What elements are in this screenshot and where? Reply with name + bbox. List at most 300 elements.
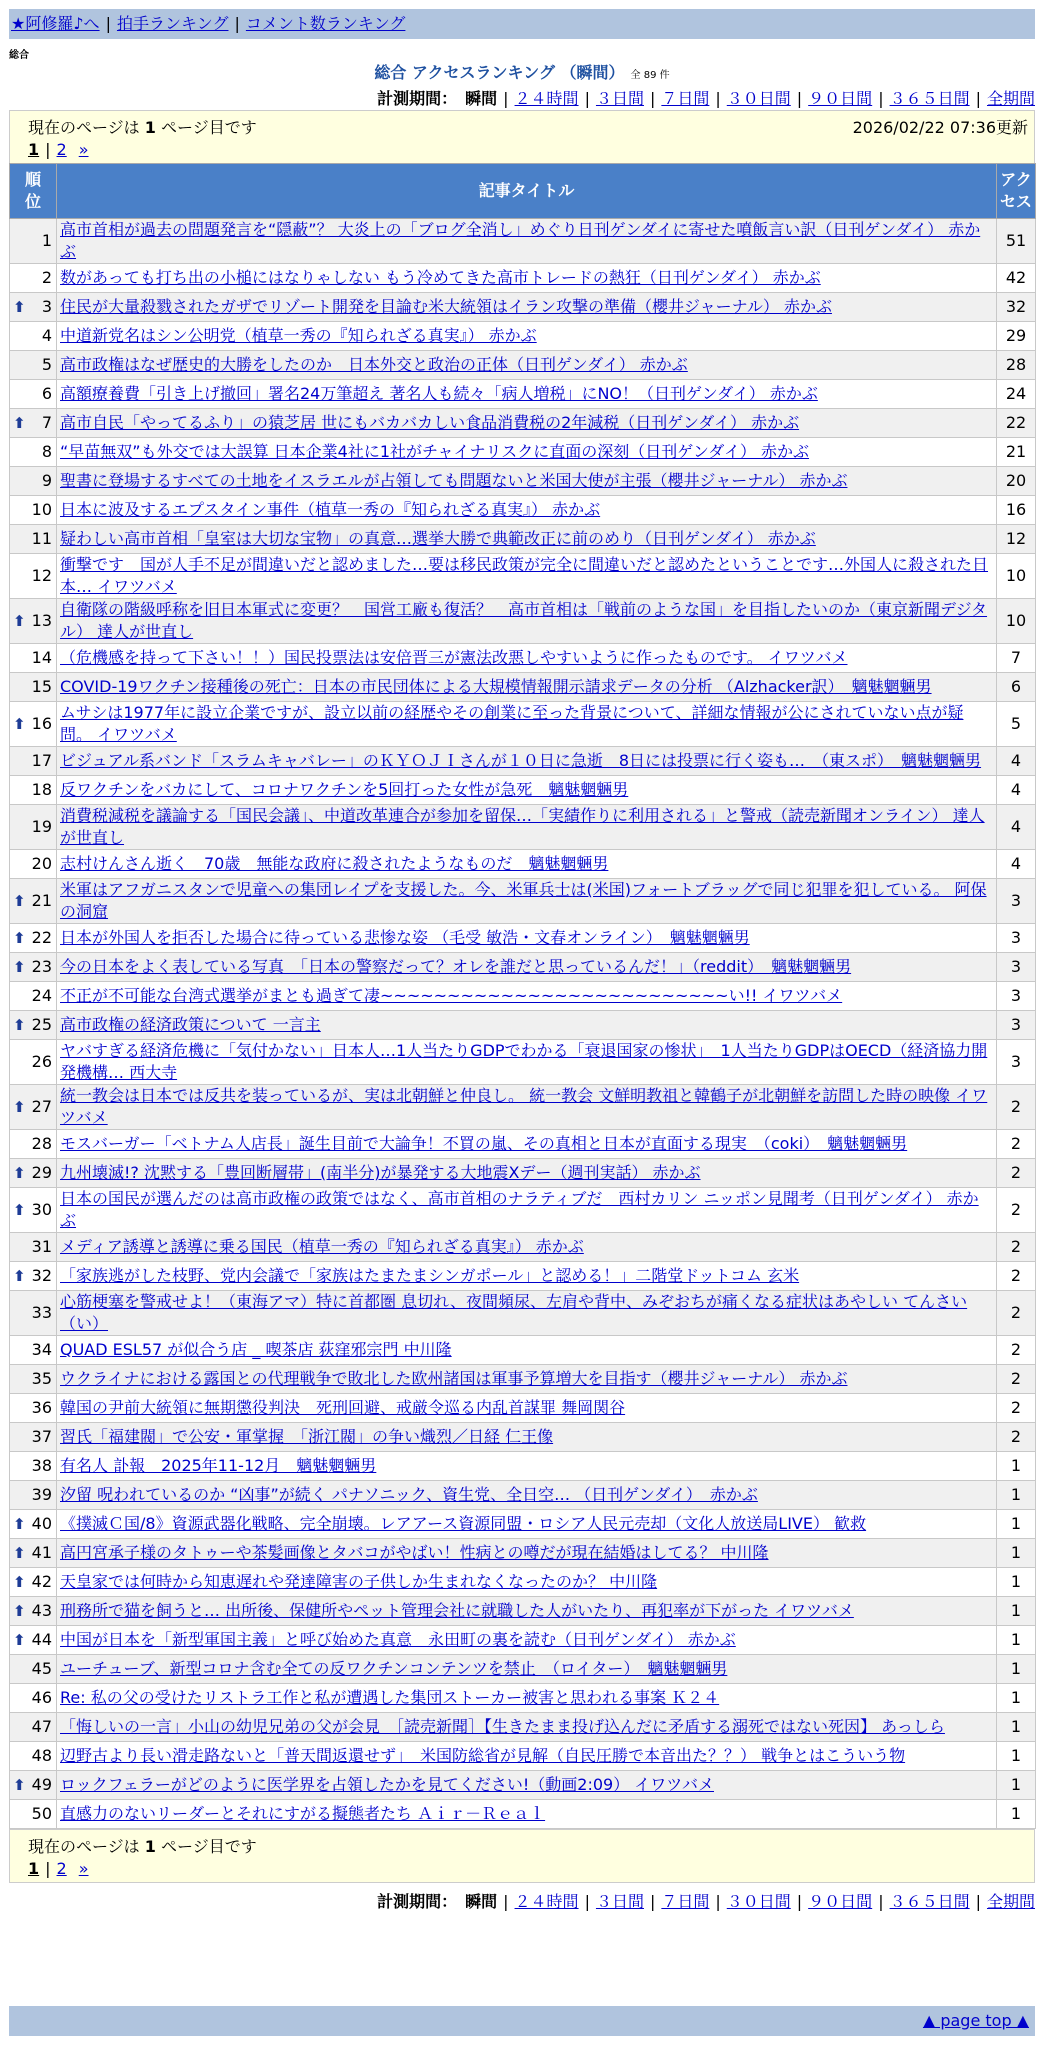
period-link-365d[interactable]: ３６５日間 bbox=[889, 1892, 970, 1911]
up-arrow-icon: ⬆ bbox=[13, 1544, 26, 1562]
rank-number: 44 bbox=[31, 1630, 52, 1649]
rank-number: 34 bbox=[31, 1340, 52, 1359]
rank-number: 11 bbox=[31, 529, 52, 548]
up-arrow-icon: ⬆ bbox=[13, 414, 26, 432]
rank-number: 9 bbox=[41, 471, 52, 490]
title-cell bbox=[57, 1423, 997, 1452]
access-count: 29 bbox=[997, 322, 1036, 351]
access-count: 2 bbox=[997, 1130, 1036, 1159]
title-cell bbox=[57, 1481, 997, 1510]
pagination-top: 1 | 2 » bbox=[28, 140, 89, 159]
access-count: 28 bbox=[997, 351, 1036, 380]
article-link[interactable]: 今の日本をよく表している写真 「日本の警察だって？オレを誰だと思っているんだ！」（reddit） 魑魅魍魎男 bbox=[60, 957, 852, 976]
article-link[interactable]: 統一教会は日本では反共を装っているが、実は北朝鮮と仲良し。 統一教会 文鮮明教祖と韓鶴子が北朝鮮を訪問した時の映像 イワツバメ bbox=[60, 1086, 988, 1127]
article-link[interactable]: 日本に波及するエプスタイン事件（植草一秀の『知られざる真実』） 赤かぶ bbox=[60, 500, 601, 519]
access-count: 4 bbox=[997, 747, 1036, 776]
period-link-365d[interactable]: ３６５日間 bbox=[889, 89, 970, 108]
table-row bbox=[10, 673, 1036, 702]
article-link[interactable]: 高市政権の経済政策について 一言主 bbox=[60, 1015, 321, 1034]
title-cell bbox=[57, 1011, 997, 1040]
rank-cell bbox=[10, 409, 57, 438]
title-cell bbox=[57, 1262, 997, 1291]
rank-number: 43 bbox=[31, 1601, 52, 1620]
category-label: 総合 bbox=[9, 50, 29, 61]
table-row bbox=[10, 1771, 1036, 1800]
top-nav-bar bbox=[9, 9, 1035, 39]
table-row bbox=[10, 380, 1036, 409]
up-arrow-icon: ⬆ bbox=[13, 929, 26, 947]
title-cell bbox=[57, 1713, 997, 1742]
up-arrow-icon: ⬆ bbox=[13, 1631, 26, 1649]
title-cell bbox=[57, 1365, 997, 1394]
article-link[interactable]: 「家族逃がした枝野、党内会議で「家族はたまたまシンガポール」と認める！」二階堂ドットコム 玄米 bbox=[60, 1266, 800, 1285]
title-cell bbox=[57, 219, 997, 264]
table-row bbox=[10, 805, 1036, 850]
page-top-link[interactable]: ▲ page top ▲ bbox=[922, 2011, 1029, 2030]
period-current: 瞬間 bbox=[465, 89, 498, 108]
article-link[interactable]: （危機感を持って下さい！！）国民投票法は安倍晋三が憲法改悪しやすいように作ったものです。 イワツバメ bbox=[60, 648, 848, 667]
table-row bbox=[10, 467, 1036, 496]
title-cell bbox=[57, 264, 997, 293]
access-count: 1 bbox=[997, 1568, 1036, 1597]
table-row bbox=[10, 1568, 1036, 1597]
title-cell bbox=[57, 1539, 997, 1568]
article-link[interactable]: ヤバすぎる経済危機に「気付かない」日本人…1人当たりGDPでわかる「衰退国家の惨状」 1人当たりGDPはOECD（経済協力開発機構… 西大寺 bbox=[60, 1041, 988, 1082]
rank-cell bbox=[10, 747, 57, 776]
rank-cell bbox=[10, 982, 57, 1011]
rank-cell bbox=[10, 879, 57, 924]
rank-cell bbox=[10, 1085, 57, 1130]
access-count: 2 bbox=[997, 1394, 1036, 1423]
table-row bbox=[10, 1159, 1036, 1188]
rank-cell bbox=[10, 1159, 57, 1188]
table-row bbox=[10, 776, 1036, 805]
article-link[interactable]: ユーチューブ、新型コロナ含む全ての反ワクチンコンテンツを禁止 （ロイター） 魑魅魍魎男 bbox=[60, 1659, 728, 1678]
title-cell bbox=[57, 1626, 997, 1655]
article-link[interactable]: QUAD ESL57 が似合う店 _ 喫茶店 荻窪邪宗門 中川隆 bbox=[60, 1340, 452, 1359]
table-row bbox=[10, 1742, 1036, 1771]
rank-cell bbox=[10, 1510, 57, 1539]
article-link[interactable]: 数があっても打ち出の小槌にはなりゃしない もう冷めてきた高市トレードの熱狂（日刊ゲンダイ） 赤かぶ bbox=[60, 268, 821, 287]
up-arrow-icon: ⬆ bbox=[13, 958, 26, 976]
access-count: 2 bbox=[997, 1188, 1036, 1233]
table-row bbox=[10, 351, 1036, 380]
rank-cell bbox=[10, 293, 57, 322]
rank-cell bbox=[10, 1713, 57, 1742]
rank-number: 38 bbox=[31, 1456, 52, 1475]
access-count: 2 bbox=[997, 1262, 1036, 1291]
title-cell bbox=[57, 1291, 997, 1336]
rank-number: 49 bbox=[31, 1775, 52, 1794]
page-link-2[interactable]: 2 bbox=[56, 1859, 67, 1878]
access-count: 10 bbox=[997, 599, 1036, 644]
article-link[interactable]: 志村けんさん逝く 70歳 無能な政府に殺されたようなものだ 魑魅魍魎男 bbox=[60, 854, 609, 873]
rank-number: 35 bbox=[31, 1369, 52, 1388]
table-row bbox=[10, 409, 1036, 438]
col-header-access: アク セス bbox=[997, 164, 1036, 219]
title-cell bbox=[57, 644, 997, 673]
title-cell bbox=[57, 351, 997, 380]
period-selector-bottom: 計測期間： 瞬間 | ２４時間 | ３日間 | ７日間 | ３０日間 | ９０日間 | ３６５日間 | 全期間 bbox=[377, 1892, 1035, 1911]
article-link[interactable]: メディア誘導と誘導に乗る国民（植草一秀の『知られざる真実』） 赤かぶ bbox=[60, 1237, 584, 1256]
rank-number: 8 bbox=[41, 442, 52, 461]
rank-number: 48 bbox=[31, 1746, 52, 1765]
table-row bbox=[10, 1597, 1036, 1626]
up-arrow-icon: ⬆ bbox=[13, 298, 26, 316]
rank-number: 18 bbox=[31, 780, 52, 799]
rank-cell bbox=[10, 644, 57, 673]
article-link[interactable]: ロックフェラーがどのように医学界を占領したかを見てください!（動画2:09） イワツバメ bbox=[60, 1775, 714, 1794]
access-count: 7 bbox=[997, 644, 1036, 673]
article-link[interactable]: 習氏「福建閥」で公安・軍掌握 「浙江閥」の争い熾烈／日経 仁王像 bbox=[60, 1427, 554, 1446]
access-count: 2 bbox=[997, 1336, 1036, 1365]
title-cell bbox=[57, 322, 997, 351]
table-row bbox=[10, 599, 1036, 644]
page-info-bottom bbox=[9, 1829, 1035, 1883]
rank-number: 30 bbox=[31, 1200, 52, 1219]
access-count: 6 bbox=[997, 673, 1036, 702]
article-link[interactable]: モスバーガー「ベトナム人店長」誕生目前で大論争！不買の嵐、その真相と日本が直面する現実 （coki） 魑魅魍魎男 bbox=[60, 1134, 908, 1153]
rank-number: 15 bbox=[31, 677, 52, 696]
title-cell bbox=[57, 1568, 997, 1597]
article-link[interactable]: 韓国の尹前大統領に無期懲役判決 死刑回避、戒厳令巡る内乱首謀罪 舞岡関谷 bbox=[60, 1398, 626, 1417]
page-status: 現在のページは 1 ページ目です bbox=[28, 1837, 257, 1856]
period-link-all[interactable]: 全期間 bbox=[986, 1892, 1035, 1911]
rank-cell bbox=[10, 850, 57, 879]
page-status: 現在のページは 1 ページ目です bbox=[28, 118, 257, 137]
title-cell bbox=[57, 438, 997, 467]
table-row bbox=[10, 1365, 1036, 1394]
rank-number: 47 bbox=[31, 1717, 52, 1736]
access-count: 3 bbox=[997, 1040, 1036, 1085]
rank-number: 1 bbox=[41, 231, 52, 250]
article-link[interactable]: “早苗無双”も外交では大誤算 日本企業4社に1社がチャイナリスクに直面の深刻（日刊ゲンダイ） 赤かぶ bbox=[60, 442, 810, 461]
rank-number: 2 bbox=[41, 268, 52, 287]
table-row bbox=[10, 1655, 1036, 1684]
rank-number: 3 bbox=[41, 297, 52, 316]
access-count: 51 bbox=[997, 219, 1036, 264]
rank-number: 28 bbox=[31, 1134, 52, 1153]
rank-cell bbox=[10, 1423, 57, 1452]
title-cell bbox=[57, 747, 997, 776]
period-link-3d[interactable]: ３日間 bbox=[595, 89, 644, 108]
article-link[interactable]: 高額療養費「引き上げ撤回」署名24万筆超え 著名人も続々「病人増税」にNO！（日刊ゲンダイ） 赤かぶ bbox=[60, 384, 818, 403]
article-link[interactable]: 天皇家では何時から知恵遅れや発達障害の子供しか生まれなくなったのか？ 中川隆 bbox=[60, 1572, 658, 1591]
rank-cell bbox=[10, 1597, 57, 1626]
table-row bbox=[10, 879, 1036, 924]
rank-number: 41 bbox=[31, 1543, 52, 1562]
up-arrow-icon: ⬆ bbox=[13, 1573, 26, 1591]
article-link[interactable]: 消費税減税を議論する「国民会議」、中道改革連合が参加を留保…「実績作りに利用される」と警戒（読売新聞オンライン） 達人が世直し bbox=[60, 806, 985, 847]
article-link[interactable]: 日本が外国人を拒否した場合に待っている悲惨な姿 （毛受 敏浩・文春オンライン） 魑魅魍魎男 bbox=[60, 928, 750, 947]
access-count: 4 bbox=[997, 805, 1036, 850]
article-link[interactable]: 疑わしい高市首相「皇室は大切な宝物」の真意…選挙大勝で典範改正に前のめり（日刊ゲンダイ） 赤かぶ bbox=[60, 529, 816, 548]
rank-number: 36 bbox=[31, 1398, 52, 1417]
title-cell bbox=[57, 982, 997, 1011]
period-link-24h[interactable]: ２４時間 bbox=[514, 1892, 579, 1911]
article-link[interactable]: 聖書に登場するすべての土地をイスラエルが占領しても問題ないと米国大使が主張（櫻井ジャーナル） 赤かぶ bbox=[60, 471, 848, 490]
rank-number: 4 bbox=[41, 326, 52, 345]
article-link[interactable]: 反ワクチンをバカにして、コロナワクチンを5回打った女性が急死 魑魅魍魎男 bbox=[60, 780, 629, 799]
rank-cell bbox=[10, 776, 57, 805]
up-arrow-icon: ⬆ bbox=[13, 1201, 26, 1219]
access-count: 20 bbox=[997, 467, 1036, 496]
table-row bbox=[10, 1291, 1036, 1336]
up-arrow-icon: ⬆ bbox=[13, 1164, 26, 1182]
up-arrow-icon: ⬆ bbox=[13, 1016, 26, 1034]
period-link-7d[interactable]: ７日間 bbox=[661, 89, 710, 108]
title-cell bbox=[57, 293, 997, 322]
rank-number: 17 bbox=[31, 751, 52, 770]
table-row bbox=[10, 982, 1036, 1011]
rank-number: 32 bbox=[31, 1266, 52, 1285]
article-link[interactable]: 心筋梗塞を警戒せよ！（東海アマ）特に首都圏 息切れ、夜間頻尿、左肩や背中、みぞおちが痛くなる症状はあやしい てんさい（い） bbox=[60, 1292, 968, 1333]
page-next-link[interactable]: » bbox=[78, 1859, 89, 1878]
table-row bbox=[10, 850, 1036, 879]
table-row bbox=[10, 644, 1036, 673]
article-link[interactable]: 刑務所で猫を飼うと… 出所後、保健所やペット管理会社に就職した人がいたり、再犯率が下がった イワツバメ bbox=[60, 1601, 854, 1620]
rank-cell bbox=[10, 1233, 57, 1262]
article-link[interactable]: 自衛隊の階級呼称を旧日本軍式に変更？ 国営工廠も復活？ 高市首相は「戦前のような国」を目指したいのか（東京新聞デジタル） 達人が世直し bbox=[60, 600, 988, 641]
title-cell bbox=[57, 1336, 997, 1365]
access-count: 1 bbox=[997, 1626, 1036, 1655]
title-cell bbox=[57, 1130, 997, 1159]
bottom-bar bbox=[9, 2006, 1035, 2036]
page-next-link[interactable]: » bbox=[78, 140, 89, 159]
page-current: 1 bbox=[28, 140, 40, 159]
access-count: 4 bbox=[997, 776, 1036, 805]
access-count: 1 bbox=[997, 1481, 1036, 1510]
period-link-30d[interactable]: ３０日間 bbox=[726, 1892, 791, 1911]
rank-number: 33 bbox=[31, 1303, 52, 1322]
access-count: 5 bbox=[997, 702, 1036, 747]
title-cell bbox=[57, 496, 997, 525]
table-row bbox=[10, 554, 1036, 599]
rank-cell bbox=[10, 702, 57, 747]
article-link[interactable]: 中道新党名はシン公明党（植草一秀の『知られざる真実』） 赤かぶ bbox=[60, 326, 537, 345]
rank-cell bbox=[10, 599, 57, 644]
rank-number: 37 bbox=[31, 1427, 52, 1446]
access-count: 1 bbox=[997, 1655, 1036, 1684]
title-cell bbox=[57, 554, 997, 599]
updated-timestamp: 2026/02/22 07:36更新 bbox=[852, 118, 1028, 137]
title-cell bbox=[57, 1684, 997, 1713]
access-count: 16 bbox=[997, 496, 1036, 525]
rank-cell bbox=[10, 1130, 57, 1159]
access-count: 1 bbox=[997, 1452, 1036, 1481]
period-link-30d[interactable]: ３０日間 bbox=[726, 89, 791, 108]
table-row bbox=[10, 496, 1036, 525]
table-row bbox=[10, 438, 1036, 467]
article-link[interactable]: 高市自民「やってるふり」の猿芝居 世にもバカバカしい食品消費税の2年減税（日刊ゲンダイ） 赤かぶ bbox=[60, 413, 800, 432]
nav-link-asyura[interactable]: ★阿修羅♪へ bbox=[11, 14, 100, 33]
rank-cell bbox=[10, 1742, 57, 1771]
title-cell bbox=[57, 1159, 997, 1188]
table-row bbox=[10, 1452, 1036, 1481]
article-link[interactable]: 米軍はアフガニスタンで児童への集団レイプを支援した。今、米軍兵士は(米国)フォートブラッグで同じ犯罪を犯している。 阿保の洞窟 bbox=[60, 880, 987, 921]
rank-cell bbox=[10, 1394, 57, 1423]
table-row bbox=[10, 1539, 1036, 1568]
title-cell bbox=[57, 380, 997, 409]
access-count: 1 bbox=[997, 1800, 1036, 1829]
table-row bbox=[10, 264, 1036, 293]
article-link[interactable]: 直感力のないリーダーとそれにすがる擬態者たち Ａｉｒ－Ｒｅａｌ bbox=[60, 1804, 546, 1823]
nav-separator: | bbox=[234, 14, 240, 33]
page-current: 1 bbox=[28, 1859, 40, 1878]
rank-cell bbox=[10, 1040, 57, 1085]
rank-cell bbox=[10, 554, 57, 599]
rank-number: 45 bbox=[31, 1659, 52, 1678]
rank-cell bbox=[10, 467, 57, 496]
access-count: 3 bbox=[997, 982, 1036, 1011]
access-count: 3 bbox=[997, 879, 1036, 924]
table-row bbox=[10, 1085, 1036, 1130]
article-link[interactable]: 「悔しいの一言」小山の幼児兄弟の父が会見 ［読売新聞］【生きたまま投げ込んだに矛盾する溺死ではない死因】 あっしら bbox=[60, 1717, 945, 1736]
access-count: 3 bbox=[997, 924, 1036, 953]
period-label: 計測期間： bbox=[377, 89, 458, 108]
rank-number: 23 bbox=[31, 957, 52, 976]
title-cell bbox=[57, 879, 997, 924]
title-cell bbox=[57, 1800, 997, 1829]
nav-separator: | bbox=[105, 14, 111, 33]
access-count: 1 bbox=[997, 1742, 1036, 1771]
access-count: 32 bbox=[997, 293, 1036, 322]
rank-number: 7 bbox=[41, 413, 52, 432]
article-link[interactable]: 辺野古より長い滑走路ないと「普天間返還せず」 米国防総省が見解（自民圧勝で本音出た？？） 戦争とはこういう物 bbox=[60, 1746, 906, 1765]
article-link[interactable]: 有名人 訃報 2025年11-12月 魑魅魍魎男 bbox=[60, 1456, 377, 1475]
title-cell bbox=[57, 1655, 997, 1684]
rank-cell bbox=[10, 264, 57, 293]
table-row bbox=[10, 1510, 1036, 1539]
article-link[interactable]: 中国が日本を「新型軍国主義」と呼び始めた真意 永田町の裏を読む（日刊ゲンダイ） 赤かぶ bbox=[60, 1630, 736, 1649]
up-arrow-icon: ⬆ bbox=[13, 1267, 26, 1285]
access-count: 1 bbox=[997, 1771, 1036, 1800]
access-count: 1 bbox=[997, 1684, 1036, 1713]
up-arrow-icon: ⬆ bbox=[13, 612, 26, 630]
title-cell bbox=[57, 1233, 997, 1262]
access-count: 1 bbox=[997, 1713, 1036, 1742]
access-count: 2 bbox=[997, 1159, 1036, 1188]
article-link[interactable]: 高円宮承子様のタトゥーや茶髪画像とタバコがやばい！性病との噂だが現在結婚はしてる？ 中川隆 bbox=[60, 1543, 769, 1562]
rank-cell bbox=[10, 1800, 57, 1829]
rank-number: 20 bbox=[31, 854, 52, 873]
article-link[interactable]: ビジュアル系バンド「スラムキャバレー」のＫＹＯＪＩさんが１０日に急逝 8日には投票に行く姿も… （東スポ） 魑魅魍魎男 bbox=[60, 751, 982, 770]
article-link[interactable]: ウクライナにおける露国との代理戦争で敗北した欧州諸国は軍事予算増大を目指す（櫻井ジャーナル） 赤かぶ bbox=[60, 1369, 848, 1388]
nav-link-comment-ranking[interactable]: コメント数ランキング bbox=[245, 14, 406, 33]
pagination-bottom: 1 | 2 » bbox=[28, 1859, 89, 1878]
period-link-3d[interactable]: ３日間 bbox=[595, 1892, 644, 1911]
rank-number: 40 bbox=[31, 1514, 52, 1533]
access-count: 1 bbox=[997, 1597, 1036, 1626]
period-link-all[interactable]: 全期間 bbox=[986, 89, 1035, 108]
access-count: 12 bbox=[997, 525, 1036, 554]
nav-link-applause-ranking[interactable]: 拍手ランキング bbox=[116, 14, 229, 33]
rank-number: 39 bbox=[31, 1485, 52, 1504]
rank-number: 13 bbox=[31, 611, 52, 630]
rank-number: 12 bbox=[31, 566, 52, 585]
table-row bbox=[10, 1262, 1036, 1291]
article-link[interactable]: 高市首相が過去の問題発言を“隠蔽”？ 大炎上の「ブログ全消し」めぐり日刊ゲンダイに寄せた噴飯言い訳（日刊ゲンダイ） 赤かぶ bbox=[60, 220, 981, 261]
title-cell bbox=[57, 1771, 997, 1800]
page-link-2[interactable]: 2 bbox=[56, 140, 67, 159]
up-arrow-icon: ⬆ bbox=[13, 1098, 26, 1116]
article-link[interactable]: 日本の国民が選んだのは高市政権の政策ではなく、高市首相のナラティブだ 西村カリン ニッポン見聞考（日刊ゲンダイ） 赤かぶ bbox=[60, 1189, 979, 1230]
rank-number: 27 bbox=[31, 1097, 52, 1116]
article-link[interactable]: 衝撃です 国が人手不足が間違いだと認めました…要は移民政策が完全に間違いだと認めたということです…外国人に殺された日本… イワツバメ bbox=[60, 555, 989, 596]
access-count: 10 bbox=[997, 554, 1036, 599]
title-cell bbox=[57, 776, 997, 805]
rank-number: 22 bbox=[31, 928, 52, 947]
rank-number: 46 bbox=[31, 1688, 52, 1707]
access-count: 2 bbox=[997, 1233, 1036, 1262]
table-row bbox=[10, 1626, 1036, 1655]
article-link[interactable]: 高市政権はなぜ歴史的大勝をしたのか 日本外交と政治の正体（日刊ゲンダイ） 赤かぶ bbox=[60, 355, 688, 374]
title-cell bbox=[57, 673, 997, 702]
article-link[interactable]: 汐留 呪われているのか “凶事”が続く パナソニック、資生党、全日空… （日刊ゲンダイ） 赤かぶ bbox=[60, 1485, 758, 1504]
rank-cell bbox=[10, 1684, 57, 1713]
period-link-90d[interactable]: ９０日間 bbox=[808, 1892, 873, 1911]
table-row bbox=[10, 1040, 1036, 1085]
rank-cell bbox=[10, 219, 57, 264]
title-cell bbox=[57, 702, 997, 747]
article-link[interactable]: 《撲滅Ｃ国/8》資源武器化戦略、完全崩壊。レアアース資源同盟・ロシア人民元売却（文化人放送局LIVE） 歓救 bbox=[60, 1514, 867, 1533]
rank-number: 16 bbox=[31, 714, 52, 733]
period-link-7d[interactable]: ７日間 bbox=[661, 1892, 710, 1911]
rank-cell bbox=[10, 1568, 57, 1597]
rank-cell bbox=[10, 805, 57, 850]
title-cell bbox=[57, 805, 997, 850]
access-count: 3 bbox=[997, 1011, 1036, 1040]
title-cell bbox=[57, 1742, 997, 1771]
period-link-24h[interactable]: ２４時間 bbox=[514, 89, 579, 108]
col-header-title: 記事タイトル bbox=[57, 164, 997, 219]
access-count: 1 bbox=[997, 1510, 1036, 1539]
rank-cell bbox=[10, 1291, 57, 1336]
article-link[interactable]: COVID-19ワクチン接種後の死亡：日本の市民団体による大規模情報開示請求データの分析 （Alzhacker訳） 魑魅魍魎男 bbox=[60, 677, 932, 696]
access-count: 24 bbox=[997, 380, 1036, 409]
access-count: 42 bbox=[997, 264, 1036, 293]
up-arrow-icon: ⬆ bbox=[13, 715, 26, 733]
access-count: 21 bbox=[997, 438, 1036, 467]
rank-number: 19 bbox=[31, 817, 52, 836]
table-row bbox=[10, 1713, 1036, 1742]
title-cell bbox=[57, 1394, 997, 1423]
rank-cell bbox=[10, 1011, 57, 1040]
rank-number: 29 bbox=[31, 1163, 52, 1182]
access-count: 2 bbox=[997, 1291, 1036, 1336]
table-row bbox=[10, 1800, 1036, 1829]
period-current: 瞬間 bbox=[465, 1892, 498, 1911]
period-label: 計測期間： bbox=[377, 1892, 458, 1911]
rank-cell bbox=[10, 673, 57, 702]
period-selector-top: 計測期間： 瞬間 | ２４時間 | ３日間 | ７日間 | ３０日間 | ９０日間 | ３６５日間 | 全期間 bbox=[377, 89, 1035, 108]
col-header-rank: 順 位 bbox=[10, 164, 57, 219]
rank-number: 25 bbox=[31, 1015, 52, 1034]
period-link-90d[interactable]: ９０日間 bbox=[808, 89, 873, 108]
article-link[interactable]: 九州壊滅!? 沈黙する「豊回断層帯」(南半分)が暴発する大地震Xデー（週刊実話） 赤かぶ bbox=[60, 1163, 701, 1182]
article-link[interactable]: Re: 私の父の受けたリストラ工作と私が遭遇した集団ストーカー被害と思われる事案 Ｋ２４ bbox=[60, 1688, 720, 1707]
article-link[interactable]: 住民が大量殺戮されたガザでリゾート開発を目論む米大統領はイラン攻撃の準備（櫻井ジャーナル） 赤かぶ bbox=[60, 297, 832, 316]
title-cell bbox=[57, 1510, 997, 1539]
title-cell bbox=[57, 1085, 997, 1130]
article-link[interactable]: ムサシは1977年に設立企業ですが、設立以前の経歴やその創業に至った背景について、詳細な情報が公にされていない点が疑問。 イワツバメ bbox=[60, 703, 964, 744]
rank-cell bbox=[10, 496, 57, 525]
table-row bbox=[10, 747, 1036, 776]
table-row bbox=[10, 702, 1036, 747]
article-link[interactable]: 不正が不可能な台湾式選挙がまとも過ぎて凄~~~~~~~~~~~~~~~~~~~~~~~~~~い!! イワツバメ bbox=[60, 986, 843, 1005]
title-cell bbox=[57, 953, 997, 982]
table-row bbox=[10, 1130, 1036, 1159]
